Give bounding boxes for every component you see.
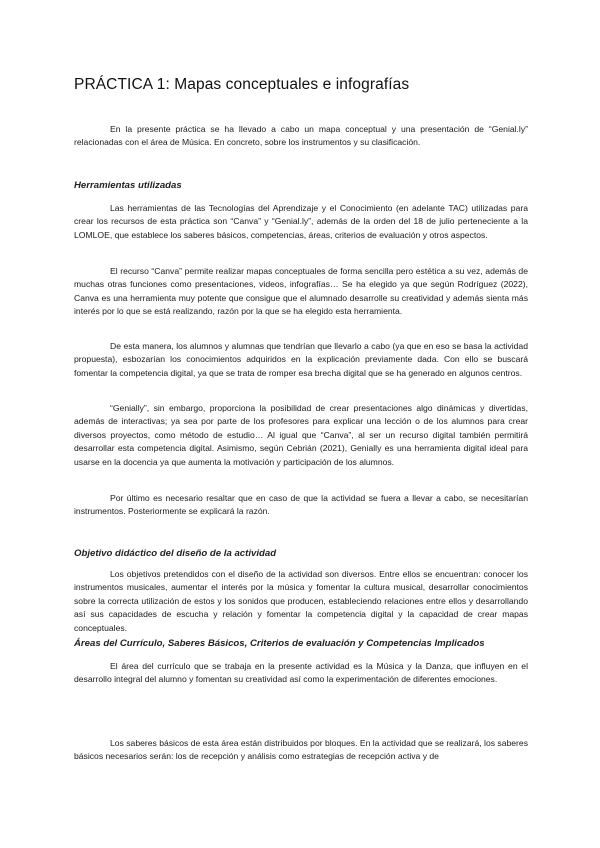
paragraph: De esta manera, los alumnos y alumnas que tendrían que llevarlo a cabo (ya que en eso se basa la actividad propuesta), esbozarían los conocimientos adquiridos en la explicación previamente dada. Con ello se buscará fomentar la competencia digital, ya que se trata de romper esa brecha digital que se ha generado en algunos centros. bbox=[74, 341, 528, 378]
paragraph: Los saberes básicos de esta área están distribuidos por bloques. En la actividad que se realizará, los saberes básicos necesarios serán: los de recepción y análisis como estrategias de recepción activa y de bbox=[74, 738, 528, 762]
section-heading-objetivo: Objetivo didáctico del diseño de la actividad bbox=[74, 548, 277, 559]
intro-paragraph: En la presente práctica se ha llevado a cabo un mapa conceptual y una presentación de “Genial.ly” relacionadas con el área de Música. En concreto, sobre los instrumentos y su clasificación. bbox=[74, 124, 528, 148]
section-heading-herramientas: Herramientas utilizadas bbox=[74, 180, 182, 191]
page-title: PRÁCTICA 1: Mapas conceptuales e infografías bbox=[74, 76, 410, 93]
paragraph: El área del currículo que se trabaja en la presente actividad es la Música y la Danza, que influyen en el desarrollo integral del alumno y fomentan su creatividad así como la experimentación de diferentes emociones. bbox=[74, 661, 528, 685]
paragraph: Por último es necesario resaltar que en caso de que la actividad se fuera a llevar a cabo, se necesitarían instrumentos. Posteriormente se explicará la razón. bbox=[74, 493, 528, 517]
paragraph: El recurso “Canva” permite realizar mapas conceptuales de forma sencilla pero estética a su vez, además de muchas otras funciones como presentaciones, videos, infografías… Se ha elegido ya que según Rodríguez (2022), Canva es una herramienta muy potente que consigue que el alumnado desarrolle su creatividad y además sienta más interés por lo que se está realizando, razón por la que se ha elegido esta herramienta. bbox=[74, 266, 528, 317]
paragraph: Los objetivos pretendidos con el diseño de la actividad son diversos. Entre ellos se encuentran: conocer los instrumentos musicales, aumentar el interés por la música y fomentar la cultura musical, desarrollar conocimientos sobre la correcta utilización de estos y los sonidos que producen, estableciendo relaciones entre ellos y desarrollando así sus capacidades de escucha y relación y fomentar la competencia digital y la capacidad de crear mapas conceptuales. bbox=[74, 569, 528, 633]
paragraph: “Genially”, sin embargo, proporciona la posibilidad de crear presentaciones algo dinámicas y divertidas, además de interactivas; ya sea por parte de los profesores para explicar una lección o de los alumnos para crear diversos proyectos, como método de estudio… Al igual que “Canva”, al ser un recurso digital también permitirá desarrollar esta competencia digital. Asimismo, según Cebrián (2021), Genially es una herramienta digital ideal para usarse en la docencia ya que aumenta la motivación y participación de los alumnos. bbox=[74, 403, 528, 467]
section-heading-areas: Áreas del Currículo, Saberes Básicos, Criterios de evaluación y Competencias Implicados bbox=[74, 638, 485, 649]
paragraph: Las herramientas de las Tecnologías del Aprendizaje y el Conocimiento (en adelante TAC) utilizadas para crear los recursos de esta práctica son “Canva” y “Genial.ly”, además de la orden del 18 de julio perteneciente a la LOMLOE, que establece los saberes básicos, competencias, áreas, criterios de evaluación y otros aspectos. bbox=[74, 203, 528, 240]
